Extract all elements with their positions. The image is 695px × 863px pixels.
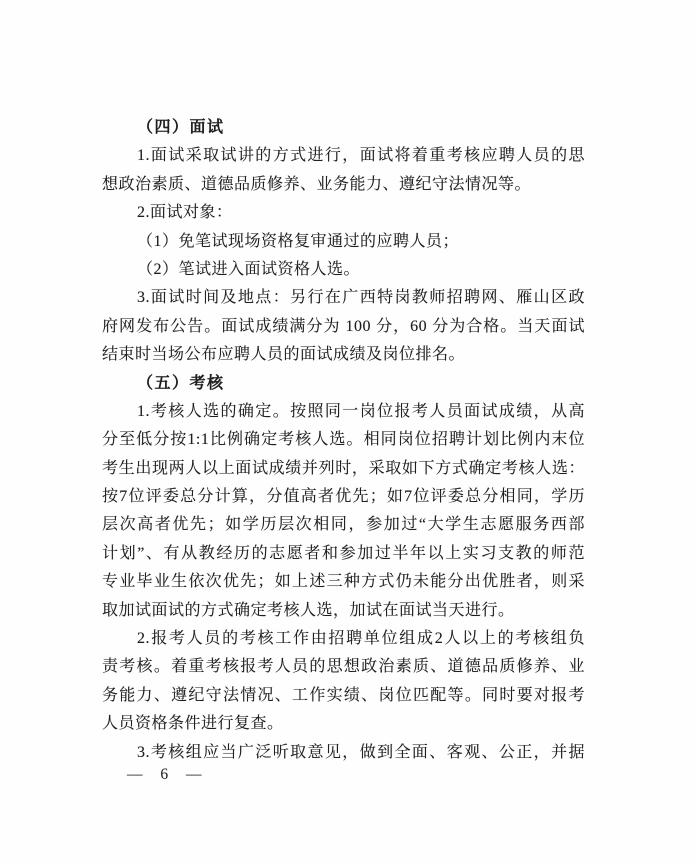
document-line: 结束时当场公布应聘人员的面试成绩及岗位排名。 (102, 346, 466, 364)
document-line: 3.考核组应当广泛听取意见，做到全面、客观、公正，并据 (137, 743, 585, 761)
document-line: 按7位评委总分计算，分值高者优先；如7位评委总分相同，学历 (102, 488, 585, 506)
document-body (102, 114, 585, 767)
document-line: 取加试面试的方式确定考核人选，加试在面试当天进行。 (102, 601, 515, 619)
document-line: 考生出现两人以上面试成绩并列时，采取如下方式确定考核人选： (102, 459, 585, 477)
document-line: 人员资格条件进行复查。 (102, 715, 284, 733)
document-line: 府网发布公告。面试成绩满分为 100 分，60 分为合格。当天面试 (102, 317, 585, 335)
document-line: 1.面试采取试讲的方式进行，面试将着重考核应聘人员的思 (137, 147, 585, 165)
document-line: 2.报考人员的考核工作由招聘单位组成2人以上的考核组负 (137, 630, 585, 648)
page-number: — 6 — (127, 766, 203, 783)
document-line: 想政治素质、道德品质修养、业务能力、遵纪守法情况等。 (102, 175, 532, 193)
section-heading-assessment: （五）考核 (137, 374, 225, 392)
document-line: 计划”、有从教经历的志愿者和参加过半年以上实习支教的师范 (102, 544, 585, 562)
document-line: 责考核。着重考核报考人员的思想政治素质、道德品质修养、业 (102, 658, 585, 676)
document-line: （1）免笔试现场资格复审通过的应聘人员； (137, 232, 460, 250)
document-line: 3.面试时间及地点：另行在广西特岗教师招聘网、雁山区政 (137, 289, 585, 307)
document-line: 1.考核人选的确定。按照同一岗位报考人员面试成绩，从高 (137, 402, 585, 420)
document-line: 专业毕业生依次优先；如上述三种方式仍未能分出优胜者，则采 (102, 573, 585, 591)
document-line: 2.面试对象： (137, 204, 233, 222)
document-line: 分至低分按1:1比例确定考核人选。相同岗位招聘计划比例内末位 (102, 431, 585, 449)
document-line: （2）笔试进入面试资格人选。 (137, 260, 361, 278)
document-line: 层次高者优先；如学历层次相同，参加过“大学生志愿服务西部 (102, 516, 585, 534)
document-line: 务能力、遵纪守法情况、工作实绩、岗位匹配等。同时要对报考 (102, 686, 585, 704)
section-heading-interview: （四）面试 (137, 119, 225, 136)
